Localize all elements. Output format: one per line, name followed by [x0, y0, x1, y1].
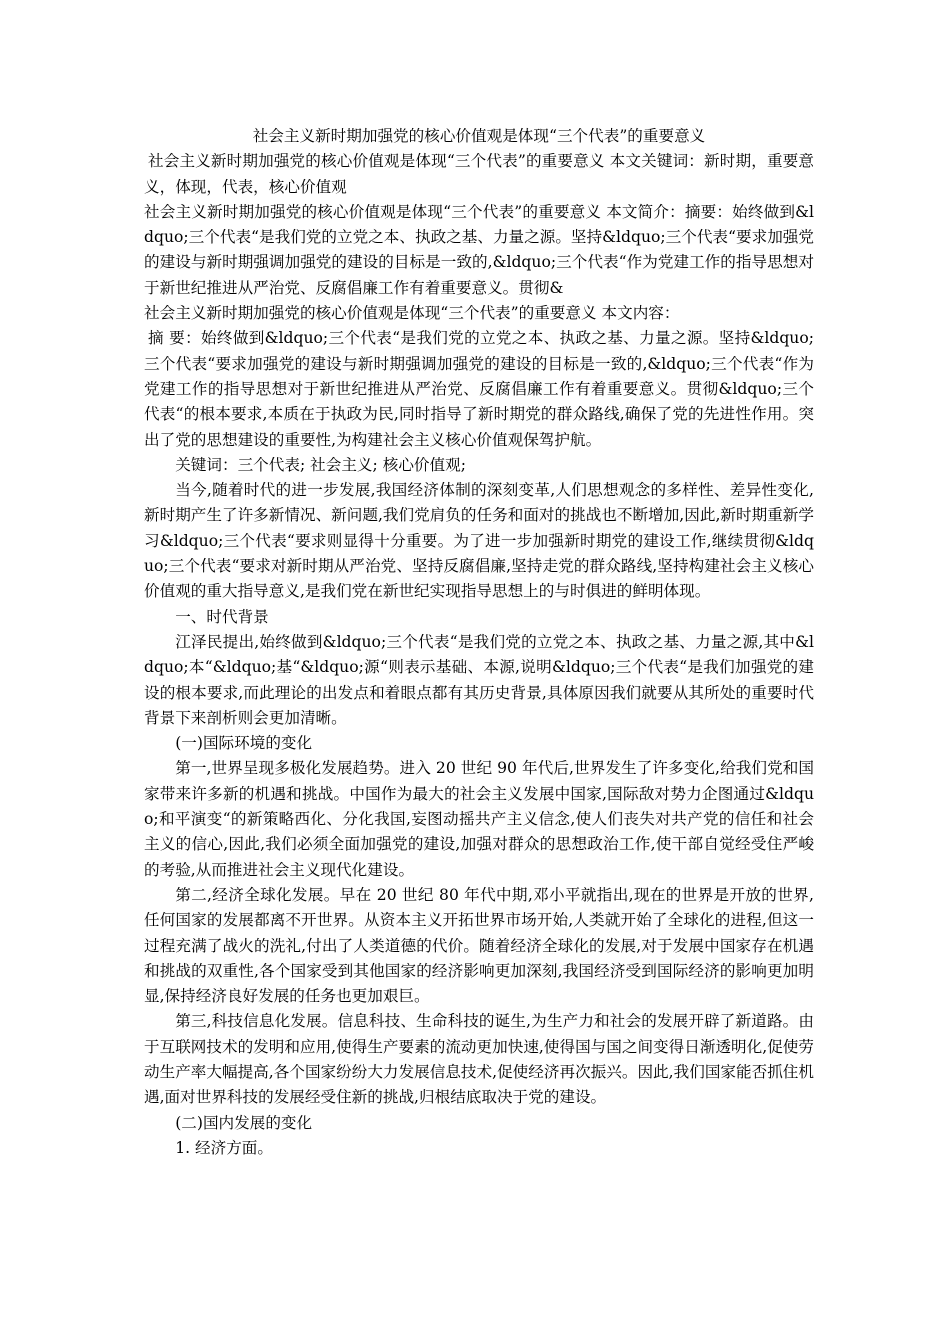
content-line: 社会主义新时期加强党的核心价值观是体现“三个代表”的重要意义 本文内容：	[144, 304, 680, 323]
subsection-heading-international: (一)国际环境的变化	[175, 734, 313, 753]
keywords-paragraph: 关键词：三个代表; 社会主义; 核心价值观;	[175, 455, 466, 474]
abstract-paragraph: 摘 要：始终做到&ldquo;三个代表“是我们党的立党之本、执政之基、力量之源。坚持&ldquo;三个代表“要求加强党的建设与新时期强调加强党的建设的目标是一致的,&ldquo;三个代表“作为党建工作的指导思想对于新世纪推进从严治党、反腐倡廉工作有着重要意义。贯彻&ldquo;三个代表“的根本要求,本质在于执政为民,同时指导了新时期党的群众路线,确保了党的先进性作用。突出了党的思想建设的重要性,为构建社会主义核心价值观保驾护航。	[144, 329, 814, 449]
third-point-paragraph: 第三,科技信息化发展。信息科技、生命科技的诞生,为生产力和社会的发展开辟了新道路。由于互联网技术的发明和应用,使得生产要素的流动更加快速,使得国与国之间变得日渐透明化,促使劳动生产率大幅提高,各个国家纷纷大力发展信息技术,促使经济再次振兴。因此,我们国家能否抓住机遇,面对世界科技的发展经受住新的挑战,归根结底取决于党的建设。	[144, 1012, 814, 1107]
document-title: 社会主义新时期加强党的核心价值观是体现“三个代表”的重要意义	[252, 127, 706, 145]
background-paragraph: 江泽民提出,始终做到&ldquo;三个代表“是我们党的立党之本、执政之基、力量之源,其中&ldquo;本“&ldquo;基“&ldquo;源“则表示基础、本源,说明&ldquo;三个代表“是我们加强党的建设的根本要求,而此理论的出发点和着眼点都有其历史背景,具体原因我们就要从其所处的重要时代背景下来剖析则会更加清晰。	[144, 632, 814, 727]
subsection-heading-domestic: (二)国内发展的变化	[175, 1113, 313, 1132]
document-body	[144, 124, 814, 1161]
keywords-line: 社会主义新时期加强党的核心价值观是体现“三个代表”的重要意义 本文关键词：新时期，重要意义，体现，代表，核心价值观	[144, 152, 814, 196]
intro-paragraph: 当今,随着时代的进一步发展,我国经济体制的深刻变革,人们思想观念的多样性、差异性变化,新时期产生了许多新情况、新问题,我们党肩负的任务和面对的挑战也不断增加,因此,新时期重新学习&ldquo;三个代表“要求则显得十分重要。为了进一步加强新时期党的建设工作,继续贯彻&ldquo;三个代表“要求对新时期从严治党、坚持反腐倡廉,坚持走党的群众路线,坚持构建社会主义核心价值观的重大指导意义,是我们党在新世纪实现指导思想上的与时俱进的鲜明体现。	[144, 481, 814, 601]
section-heading-1: 一、时代背景	[175, 607, 269, 626]
second-point-paragraph: 第二,经济全球化发展。早在 20 世纪 80 年代中期,邓小平就指出,现在的世界是开放的世界,任何国家的发展都离不开世界。从资本主义开拓世界市场开始,人类就开始了全球化的进程,但这一过程充满了战火的洗礼,付出了人类道德的代价。随着经济全球化的发展,对于发展中国家存在机遇和挑战的双重性,各个国家受到其他国家的经济影响更加深刻,我国经济受到国际经济的影响更加明显,保持经济良好发展的任务也更加艰巨。	[144, 885, 814, 1006]
intro-line: 社会主义新时期加强党的核心价值观是体现“三个代表”的重要意义 本文简介：摘要：始终做到&ldquo;三个代表“是我们党的立党之本、执政之基、力量之源。坚持&ldquo;三个代表“要求加强党的建设与新时期强调加强党的建设的目标是一致的,&ldquo;三个代表“作为党建工作的指导思想对于新世纪推进从严治党、反腐倡廉工作有着重要意义。贯彻&	[144, 202, 814, 297]
first-point-paragraph: 第一,世界呈现多极化发展趋势。进入 20 世纪 90 年代后,世界发生了许多变化,给我们党和国家带来许多新的机遇和挑战。中国作为最大的社会主义发展中国家,国际敌对势力企图通过&ldquo;和平演变“的新策略西化、分化我国,妄图动摇共产主义信念,使人们丧失对共产党的信任和社会主义的信心,因此,我们必须全面加强党的建设,加强对群众的思想政治工作,使干部自觉经受住严峻的考验,从而推进社会主义现代化建设。	[144, 759, 814, 879]
economy-heading: 1. 经济方面。	[175, 1138, 273, 1157]
